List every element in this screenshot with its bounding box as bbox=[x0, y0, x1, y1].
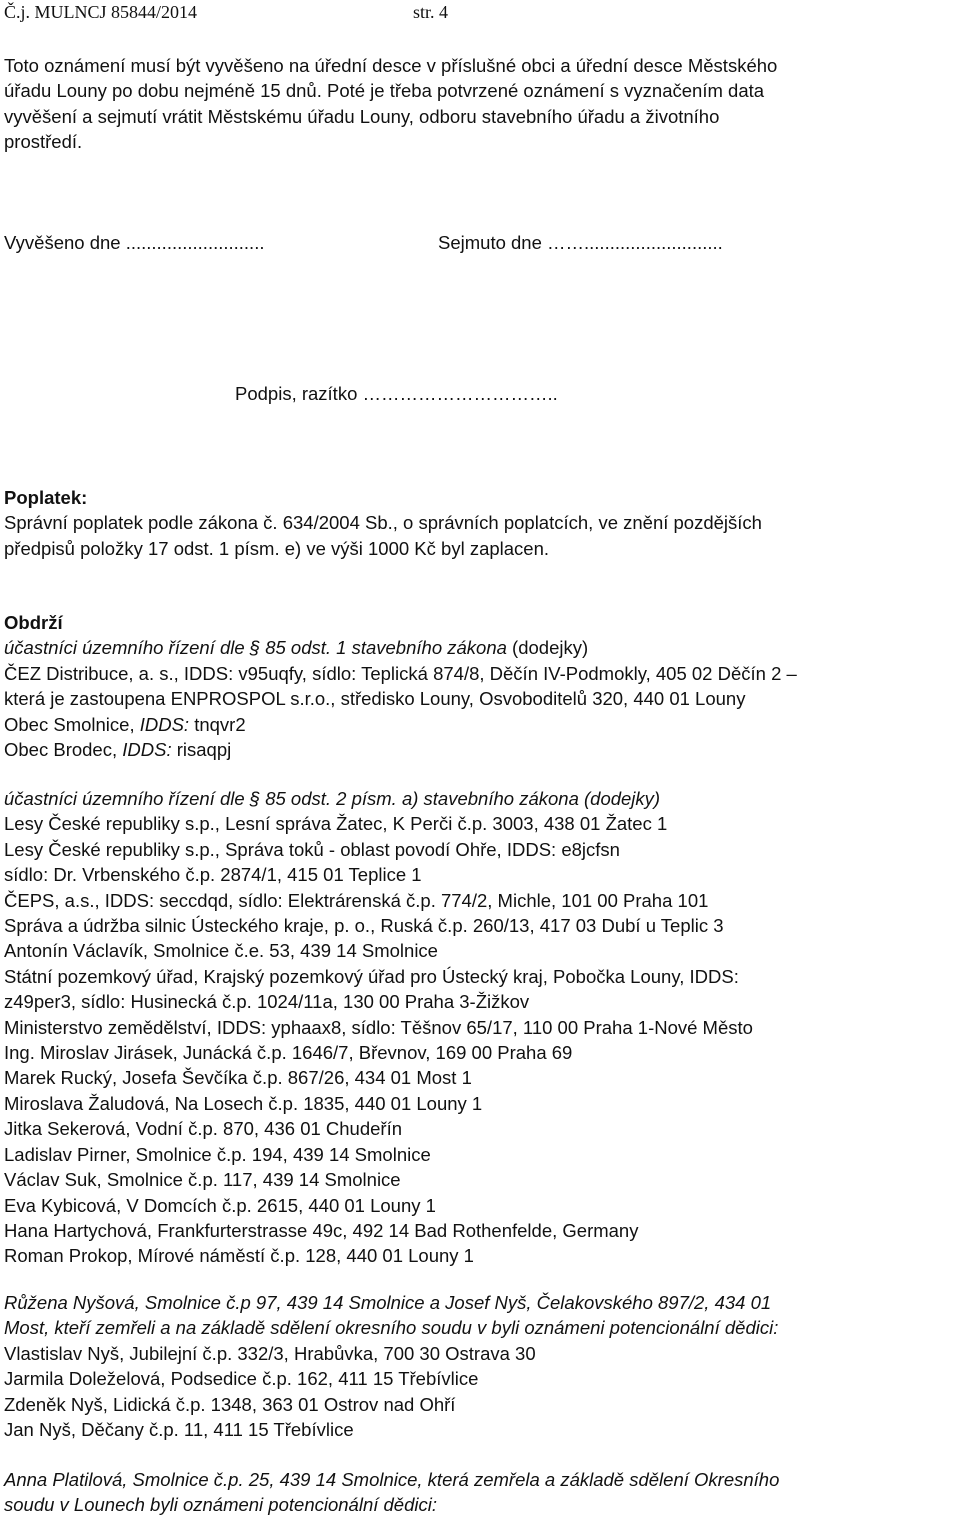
notice-paragraph bbox=[4, 53, 944, 155]
group1-title-plain: (dodejky) bbox=[506, 637, 589, 659]
recipient-line: Antonín Václavík, Smolnice č.e. 53, 439 14 Smolnice bbox=[4, 940, 438, 962]
heirs-note: Růžena Nyšová, Smolnice č.p 97, 439 14 Smolnice a Josef Nyš, Čelakovského 897/2, 434 01 bbox=[4, 1292, 772, 1313]
recipient-line: sídlo: Dr. Vrbenského č.p. 2874/1, 415 01 Teplice 1 bbox=[4, 864, 422, 886]
posting-dates bbox=[4, 232, 723, 254]
recipient-smolnice bbox=[4, 712, 797, 737]
brodec-idds-label: IDDS: bbox=[122, 739, 172, 761]
recipient-line: Jitka Sekerová, Vodní č.p. 870, 436 01 Chudeřín bbox=[4, 1118, 403, 1140]
heirs-note: Most, kteří zemřeli a na základě sdělení okresního soudu v byli oznámeni potencionální dědici: bbox=[4, 1317, 779, 1339]
recipients-heading: Obdrží bbox=[4, 612, 63, 633]
reference-number: Č.j. MULNCJ 85844/2014 bbox=[4, 2, 198, 22]
group1-title bbox=[4, 635, 797, 660]
page-header bbox=[4, 2, 449, 23]
recipient-line: Václav Suk, Smolnice č.p. 117, 439 14 Smolnice bbox=[4, 1169, 401, 1191]
recipient-line: Státní pozemkový úřad, Krajský pozemkový úřad pro Ústecký kraj, Pobočka Louny, IDDS: bbox=[4, 965, 739, 987]
recipient-line: ČEZ Distribuce, a. s., IDDS: v95uqfy, sídlo: Teplická 874/8, Děčín IV-Podmokly, 405 02 Děčín 2 – bbox=[4, 662, 797, 684]
fee-line: Správní poplatek podle zákona č. 634/2004 Sb., o správních poplatcích, ve znění pozdějších bbox=[4, 512, 762, 534]
recipient-line: Lesy České republiky s.p., Lesní správa Žatec, K Perči č.p. 3003, 438 01 Žatec 1 bbox=[4, 813, 668, 835]
heirs-note: Anna Platilová, Smolnice č.p. 25, 439 14 Smolnice, která zemřela a základě sdělení Okresního bbox=[4, 1469, 780, 1490]
smolnice-name: Obec Smolnice, bbox=[4, 713, 140, 735]
notice-line: úřadu Louny po dobu nejméně 15 dnů. Poté je třeba potvrzené oznámení s vyznačením data bbox=[4, 80, 765, 102]
smolnice-idds: tnqvr2 bbox=[189, 713, 246, 735]
group1-title-italic: účastníci územního řízení dle § 85 odst. 1 stavebního zákona bbox=[4, 637, 507, 659]
recipients-group3 bbox=[4, 1290, 778, 1442]
recipients-group4 bbox=[4, 1467, 779, 1518]
recipient-line: ČEPS, a.s., IDDS: seccdqd, sídlo: Elektrárenská č.p. 774/2, Michle, 101 00 Praha 101 bbox=[4, 889, 709, 911]
fee-heading: Poplatek: bbox=[4, 487, 88, 508]
signature-field: Podpis, razítko ………………………….. bbox=[235, 383, 558, 404]
recipient-line: Roman Prokop, Mírové náměstí č.p. 128, 440 01 Louny 1 bbox=[4, 1245, 474, 1267]
smolnice-idds-label: IDDS: bbox=[139, 713, 190, 735]
notice-line: prostředí. bbox=[4, 131, 83, 153]
recipient-line: z49per3, sídlo: Husinecká č.p. 1024/11a, 130 00 Praha 3-Žižkov bbox=[4, 991, 530, 1013]
recipient-line: Eva Kybicová, V Domcích č.p. 2615, 440 01 Louny 1 bbox=[4, 1194, 436, 1216]
notice-line: vyvěšení a sejmutí vrátit Městskému úřadu Louny, odboru stavebního úřadu a životního bbox=[4, 105, 720, 127]
notice-line: Toto oznámení musí být vyvěšeno na úřední desce v příslušné obci a úřední desce Městského bbox=[4, 55, 778, 76]
fee-line: předpisů položky 17 odst. 1 písm. e) ve výši 1000 Kč byl zaplacen. bbox=[4, 537, 550, 559]
group2-title: účastníci územního řízení dle § 85 odst. 2 písm. a) stavebního zákona (dodejky) bbox=[4, 788, 661, 809]
recipient-line: Lesy České republiky s.p., Správa toků - oblast povodí Ohře, IDDS: e8jcfsn bbox=[4, 838, 620, 860]
recipients-section bbox=[4, 610, 797, 762]
posted-date-field: Vyvěšeno dne ........................... bbox=[4, 232, 265, 253]
recipient-brodec bbox=[4, 737, 797, 762]
recipient-line: Zdeněk Nyš, Lidická č.p. 1348, 363 01 Ostrov nad Ohří bbox=[4, 1393, 456, 1415]
recipient-line: Ing. Miroslav Jirásek, Junácká č.p. 1646/7, Břevnov, 169 00 Praha 69 bbox=[4, 1042, 573, 1064]
recipients-group2 bbox=[4, 786, 753, 1269]
recipient-line: Jan Nyš, Děčany č.p. 11, 411 15 Třebívlice bbox=[4, 1419, 354, 1441]
recipient-line: Marek Rucký, Josefa Ševčíka č.p. 867/26, 434 01 Most 1 bbox=[4, 1067, 472, 1089]
fee-section bbox=[4, 485, 762, 561]
recipient-line: Miroslava Žaludová, Na Losech č.p. 1835, 440 01 Louny 1 bbox=[4, 1092, 483, 1114]
recipient-line: Hana Hartychová, Frankfurterstrasse 49c, 492 14 Bad Rothenfelde, Germany bbox=[4, 1219, 639, 1241]
brodec-idds: risaqpj bbox=[171, 739, 232, 761]
recipient-line: Ministerstvo zemědělství, IDDS: yphaax8, sídlo: Těšnov 65/17, 110 00 Praha 1-Nové Město bbox=[4, 1016, 753, 1038]
recipient-line: Jarmila Doleželová, Podsedice č.p. 162, 411 15 Třebívlice bbox=[4, 1368, 479, 1390]
recipient-line: Správa a údržba silnic Ústeckého kraje, p. o., Ruská č.p. 260/13, 417 03 Dubí u Teplic 3 bbox=[4, 915, 724, 937]
heirs-note: soudu v Lounech byli oznámeni potencionální dědici: bbox=[4, 1494, 437, 1516]
recipient-line: která je zastoupena ENPROSPOL s.r.o., středisko Louny, Osvoboditelů 320, 440 01 Louny bbox=[4, 688, 746, 710]
removed-date-field: Sejmuto dne ……........................... bbox=[438, 232, 723, 253]
brodec-name: Obec Brodec, bbox=[4, 739, 123, 761]
recipient-line: Ladislav Pirner, Smolnice č.p. 194, 439 14 Smolnice bbox=[4, 1143, 431, 1165]
page-number: str. 4 bbox=[413, 2, 449, 22]
recipient-line: Vlastislav Nyš, Jubilejní č.p. 332/3, Hrabůvka, 700 30 Ostrava 30 bbox=[4, 1342, 536, 1364]
